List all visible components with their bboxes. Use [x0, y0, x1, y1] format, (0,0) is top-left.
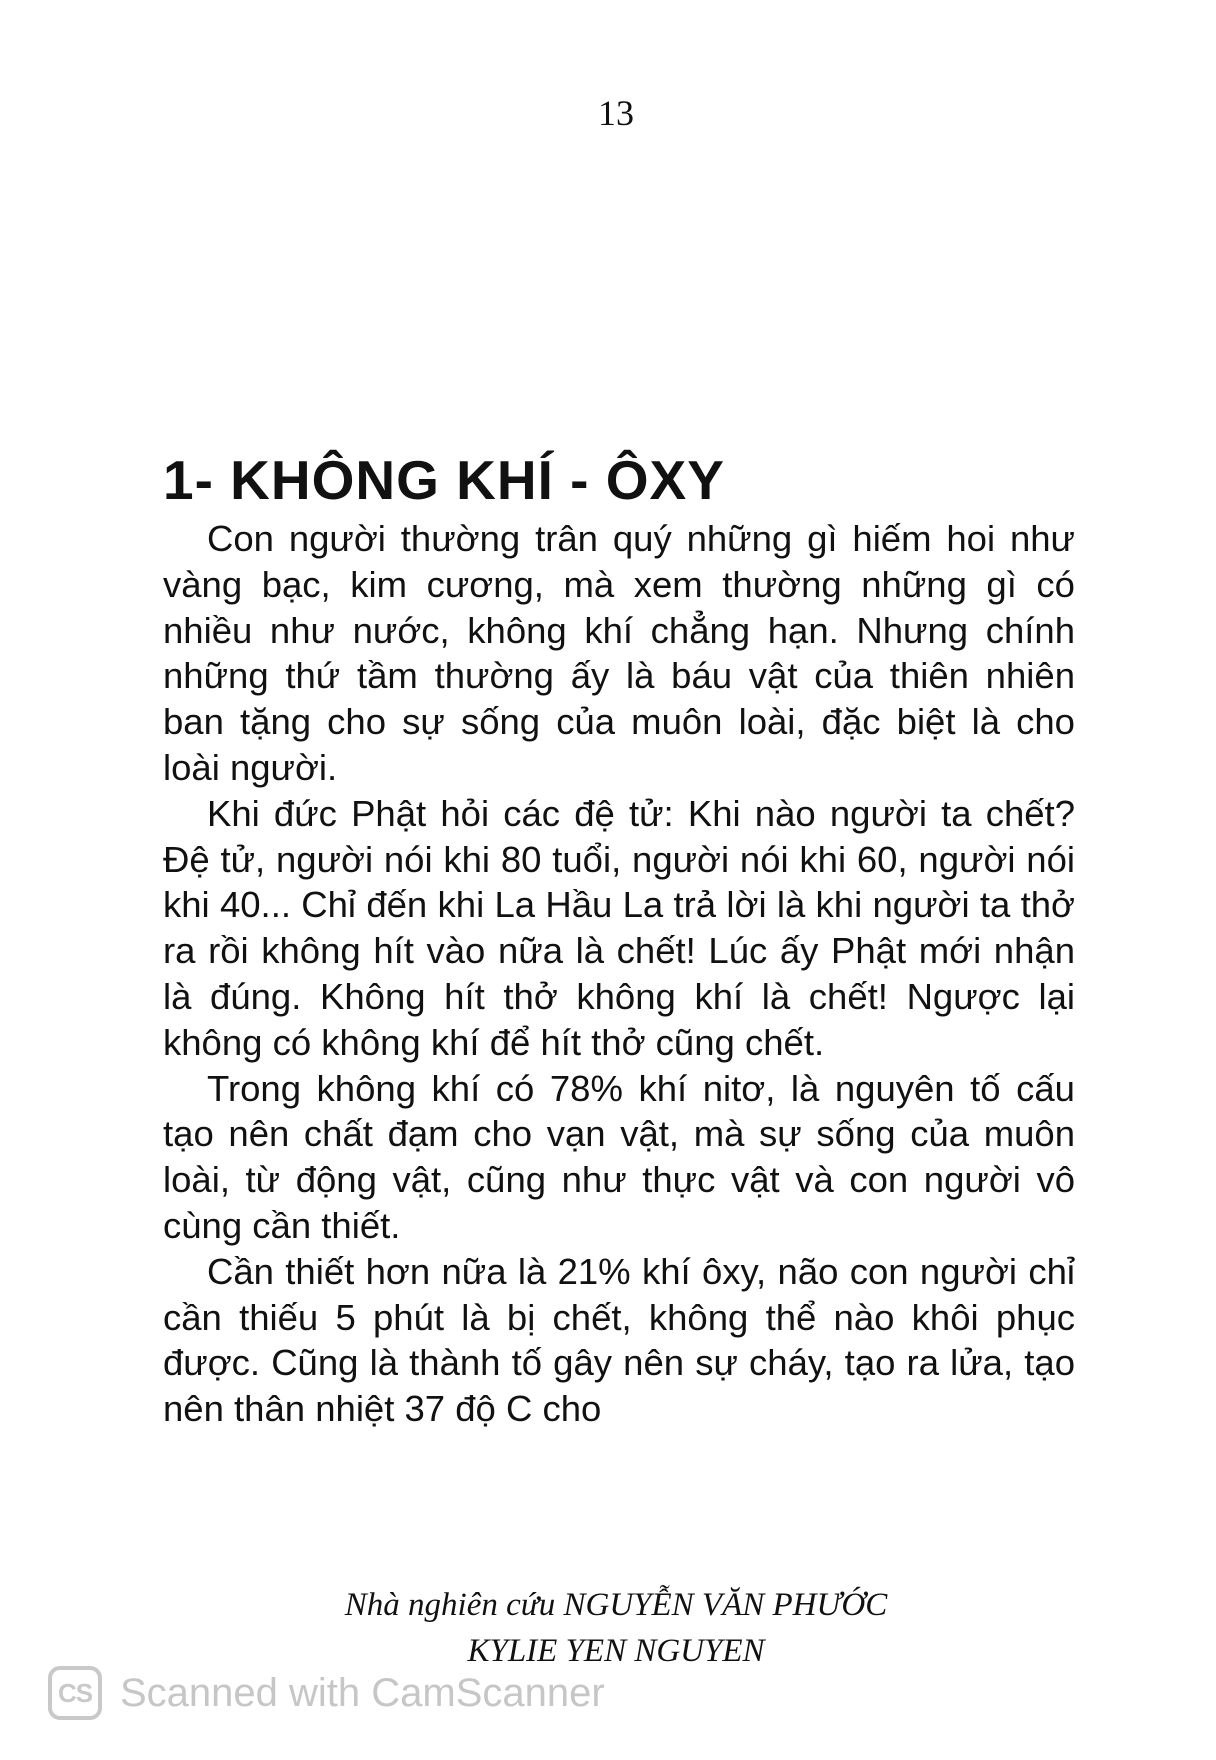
footer-coauthor-line: KYLIE YEN NGUYEN: [467, 1633, 765, 1669]
paragraph: Cần thiết hơn nữa là 21% khí ôxy, não con người chỉ cần thiếu 5 phút là bị chết, không thể nào khôi phục được. Cũng là thành tố gây nên sự cháy, tạo ra lửa, tạo nên thân nhiệt 37 độ C cho: [163, 1250, 1075, 1430]
page-number: 13: [598, 93, 634, 133]
paragraph: Trong không khí có 78% khí nitơ, là nguyên tố cấu tạo nên chất đạm cho vạn vật, mà sự sống của muôn loài, từ động vật, cũng như thực vật và con người vô cùng cần thiết.: [163, 1067, 1075, 1246]
paragraph: Con người thường trân quý những gì hiếm hoi như vàng bạc, kim cương, mà xem thường những gì có nhiều như nước, không khí chẳng hạn. Nhưng chính những thứ tầm thường ấy là báu vật của thiên nhiên ban tặng cho sự sống của muôn loài, đặc biệt là cho loài người.: [163, 518, 1075, 788]
watermark-text: Scanned with CamScanner: [120, 1670, 605, 1715]
page-footer: [0, 1582, 1216, 1674]
footer-author-line: Nhà nghiên cứu NGUYỄN VĂN PHƯỚC: [344, 1587, 888, 1623]
camscanner-logo-icon: CS: [48, 1666, 102, 1720]
camscanner-watermark: [48, 1666, 605, 1720]
chapter-title: 1- KHÔNG KHÍ - ÔXY: [163, 449, 725, 511]
body-text: [163, 516, 1075, 1432]
paragraph: Khi đức Phật hỏi các đệ tử: Khi nào người ta chết? Đệ tử, người nói khi 80 tuổi, người nói khi 60, người nói khi 40... Chỉ đến khi La Hầu La trả lời là khi người ta thở ra rồi không hít vào nữa là chết! Lúc ấy Phật mới nhận là đúng. Không hít thở không khí là chết! Ngược lại không có không khí để hít thở cũng chết.: [163, 792, 1075, 1063]
